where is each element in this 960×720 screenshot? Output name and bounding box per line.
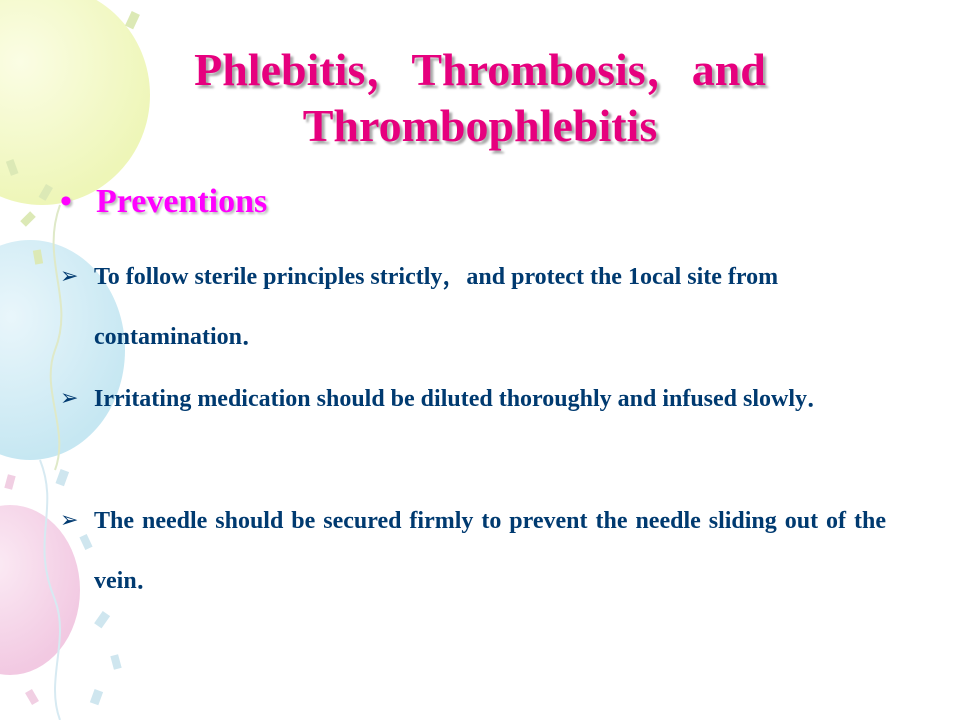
arrow-bullet-icon: ➢ (60, 508, 79, 533)
bullet-item (60, 491, 886, 611)
arrow-bullet-icon: ➢ (60, 386, 79, 411)
section-heading (60, 180, 267, 224)
heading-text: Preventions (96, 183, 268, 220)
slide-title (120, 42, 840, 154)
arrow-bullet-icon: ➢ (60, 264, 79, 289)
bullet-text: Irritating medication should be diluted thoroughly and infused slowly． (94, 386, 832, 412)
bullet-text: The needle should be secured firmly to prevent the needle sliding out of the vein． (94, 508, 886, 594)
bullet-text: To follow sterile principles strictly，and protect the 1ocal site from contamination． (94, 264, 779, 350)
heading-bullet: • (60, 183, 72, 220)
title-line-1: Phlebitis，Thrombosis，and (194, 44, 766, 95)
bullet-item (60, 247, 886, 367)
title-line-2: Thrombophlebitis (302, 100, 658, 151)
bullet-item (60, 369, 886, 429)
